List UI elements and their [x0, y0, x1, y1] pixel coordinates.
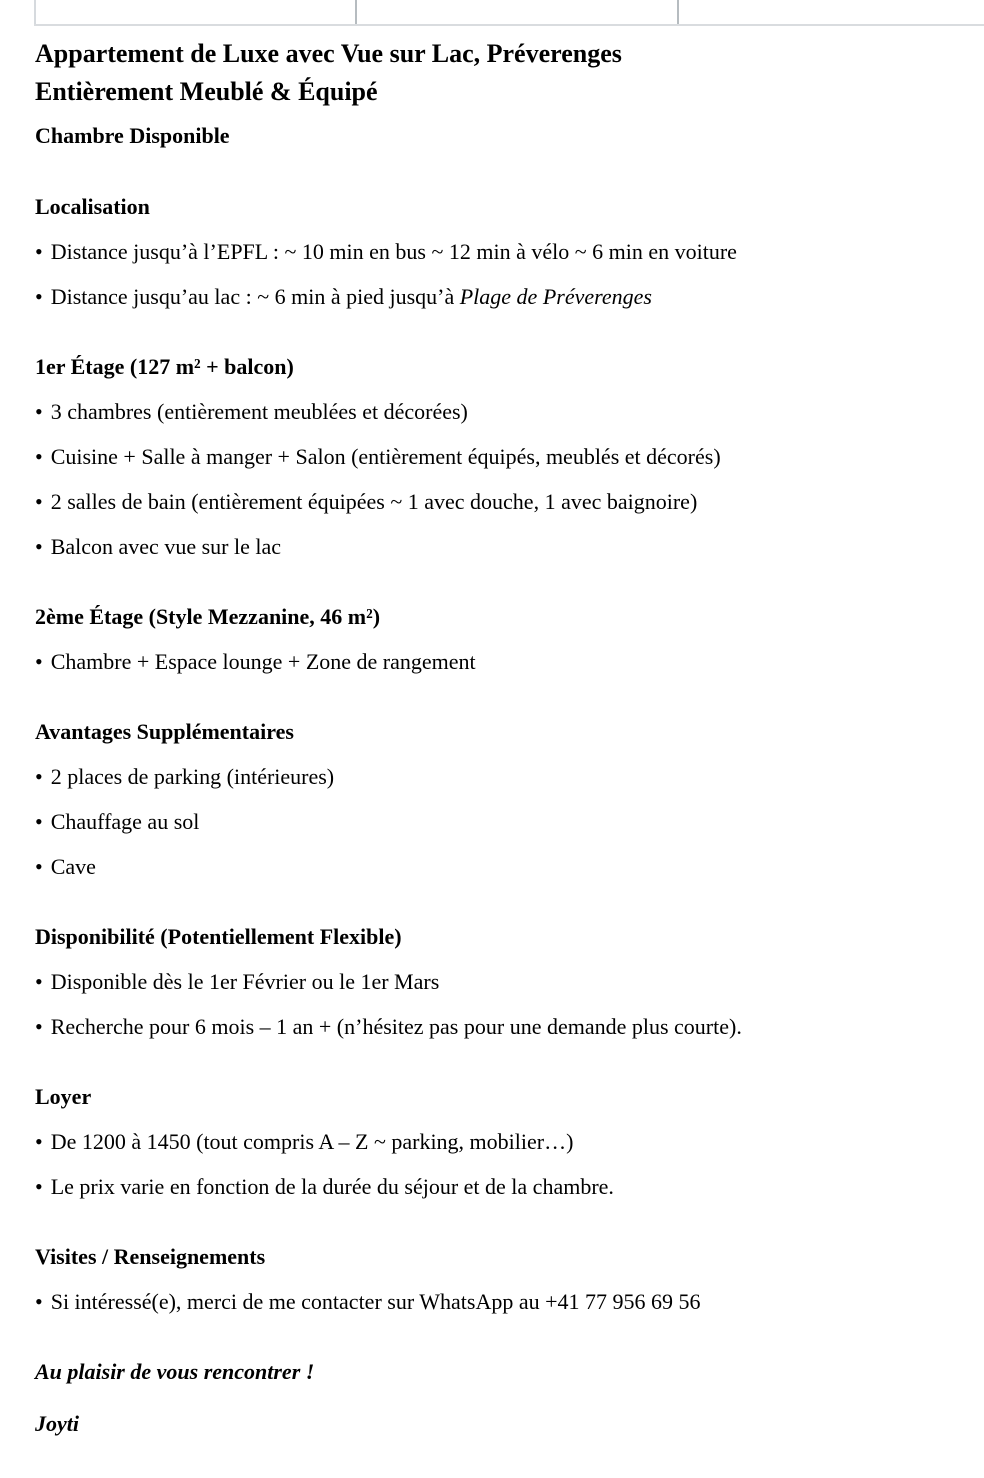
cropped-table-row [34, 0, 984, 26]
bullet-item [35, 239, 954, 264]
bullet-marker: • [35, 239, 43, 264]
table-cell [34, 0, 355, 24]
bullet-item [35, 284, 954, 309]
listing-title [35, 35, 954, 111]
section-heading: 1er Étage (127 m² + balcon) [35, 354, 294, 379]
bullet-marker: • [35, 1289, 43, 1314]
section-heading: Visites / Renseignements [35, 1244, 266, 1269]
bullet-text: 2 salles de bain (entièrement équipées ~ 1 avec douche, 1 avec baignoire) [50, 489, 698, 514]
bullet-text: Chambre + Espace lounge + Zone de rangement [50, 649, 476, 674]
bullet-item [35, 444, 954, 469]
bullet-marker: • [35, 1014, 43, 1039]
bullet-marker: • [35, 854, 43, 879]
bullet-marker: • [35, 1174, 43, 1199]
bullet-text: 3 chambres (entièrement meublées et décorées) [50, 399, 468, 424]
section-visites [35, 1244, 954, 1314]
table-cell [355, 0, 677, 24]
section-disponibilite [35, 924, 954, 1039]
bullet-marker: • [35, 969, 43, 994]
bullet-text: Balcon avec vue sur le lac [50, 534, 281, 559]
bullet-text-italic: Plage de Préverenges [459, 284, 652, 309]
bullet-item [35, 1014, 954, 1039]
bullet-marker: • [35, 534, 43, 559]
bullet-item [35, 809, 954, 834]
bullet-item [35, 969, 954, 994]
section-2eme-etage [35, 604, 954, 674]
bullet-text: Cuisine + Salle à manger + Salon (entièrement équipés, meublés et décorés) [50, 444, 721, 469]
section-avantages [35, 719, 954, 879]
section-heading: Avantages Supplémentaires [35, 719, 294, 744]
bullet-marker: • [35, 444, 43, 469]
bullet-item [35, 534, 954, 559]
signature: Joyti [35, 1411, 79, 1436]
bullet-item [35, 854, 954, 879]
bullet-item [35, 649, 954, 674]
bullet-marker: • [35, 284, 43, 309]
bullet-text: Si intéressé(e), merci de me contacter sur WhatsApp au +41 77 956 69 56 [50, 1289, 701, 1314]
bullet-text: Chauffage au sol [50, 809, 200, 834]
bullet-text: Le prix varie en fonction de la durée du séjour et de la chambre. [50, 1174, 614, 1199]
bullet-text: Distance jusqu’à l’EPFL : ~ 10 min en bus ~ 12 min à vélo ~ 6 min en voiture [50, 239, 737, 264]
bullet-marker: • [35, 489, 43, 514]
bullet-marker: • [35, 764, 43, 789]
bullet-marker: • [35, 809, 43, 834]
bullet-item [35, 1174, 954, 1199]
listing-subtitle: Chambre Disponible [35, 123, 230, 148]
bullet-item [35, 1129, 954, 1154]
section-heading: Localisation [35, 194, 150, 219]
listing-content [0, 28, 984, 1436]
bullet-item [35, 399, 954, 424]
bullet-text: 2 places de parking (intérieures) [50, 764, 335, 789]
section-localisation [35, 194, 954, 309]
closing-message: Au plaisir de vous rencontrer ! [35, 1359, 315, 1384]
bullet-marker: • [35, 399, 43, 424]
bullet-item [35, 1289, 954, 1314]
bullet-text: Recherche pour 6 mois – 1 an + (n’hésitez pas pour une demande plus courte). [50, 1014, 742, 1039]
bullet-item [35, 764, 954, 789]
section-1er-etage [35, 354, 954, 559]
bullet-marker: • [35, 649, 43, 674]
section-heading: Loyer [35, 1084, 92, 1109]
bullet-text: Disponible dès le 1er Février ou le 1er Mars [50, 969, 440, 994]
bullet-text: Cave [50, 854, 96, 879]
section-heading: Disponibilité (Potentiellement Flexible) [35, 924, 402, 949]
bullet-text: Distance jusqu’au lac : ~ 6 min à pied jusqu’à [50, 284, 460, 309]
bullet-item [35, 489, 954, 514]
bullet-text: De 1200 à 1450 (tout compris A – Z ~ parking, mobilier…) [50, 1129, 574, 1154]
table-cell [677, 0, 984, 24]
section-loyer [35, 1084, 954, 1199]
section-heading: 2ème Étage (Style Mezzanine, 46 m²) [35, 604, 381, 629]
listing-title-line1: Appartement de Luxe avec Vue sur Lac, Préverenges [35, 39, 622, 68]
bullet-marker: • [35, 1129, 43, 1154]
listing-title-line2: Entièrement Meublé & Équipé [35, 77, 378, 106]
